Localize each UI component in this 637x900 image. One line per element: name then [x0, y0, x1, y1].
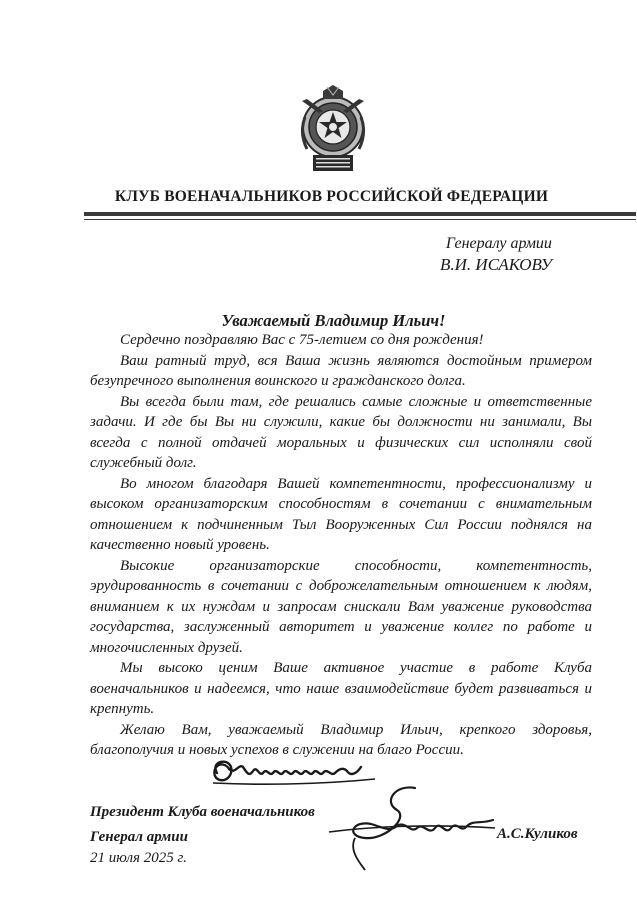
salutation: Уважаемый Владимир Ильич!: [221, 311, 446, 330]
paragraph: Во многом благодаря Вашей компетентности, профессионализму и высоком организаторским способностям в сочетании с внимательным отношением к подчиненным Тыл Вооруженных Сил России поднялся на качественно новый уровень.: [90, 475, 592, 553]
paragraph: Желаю Вам, уважаемый Владимир Ильич, крепкого здоровья, благополучия и новых успехов в служении на благо России.: [90, 721, 592, 758]
signatory-name: А.С.Куликов: [497, 826, 578, 842]
club-emblem-icon: [293, 83, 373, 175]
addressee-rank: Генералу армии: [445, 235, 552, 252]
paragraph: Сердечно поздравляю Вас с 75-летием со дня рождения!: [120, 332, 484, 348]
handwritten-signature: [325, 780, 500, 875]
addressee-name: В.И. ИСАКОВУ: [440, 255, 552, 274]
letter-body: [90, 330, 592, 761]
signatory-position: Президент Клуба военачальников: [90, 804, 315, 820]
letter-date: 21 июля 2025 г.: [90, 850, 187, 866]
header-rule-thin: [84, 219, 636, 220]
organization-title: КЛУБ ВОЕНАЧАЛЬНИКОВ РОССИЙСКОЙ ФЕДЕРАЦИИ: [114, 188, 549, 205]
paragraph: Вы всегда были там, где решались самые сложные и ответственные задачи. И где бы Вы ни служили, какие бы должности ни занимали, Вы всегда с полной отдачей моральных и физических сил исполняли свой служебный долг.: [90, 393, 592, 471]
paragraph: Высокие организаторские способности, компетентность, эрудированность в сочетании с доброжелательным отношением к людям, вниманием к их нуждам и запросам снискали Вам уважение руководства государства, заслуженный авторитет и уважение коллег по работе и многочисленных друзей.: [90, 557, 592, 656]
signatory-rank: Генерал армии: [90, 829, 188, 845]
addressee-block: [440, 233, 552, 275]
paragraph: Ваш ратный труд, вся Ваша жизнь являются достойным примером безупречного выполнения воинского и гражданского долга.: [90, 352, 592, 389]
header-rule: [84, 212, 636, 216]
paragraph: Мы высоко ценим Ваше активное участие в работе Клуба военачальников и надеемся, что наше взаимодействие будет развиваться и крепнуть.: [90, 660, 592, 717]
